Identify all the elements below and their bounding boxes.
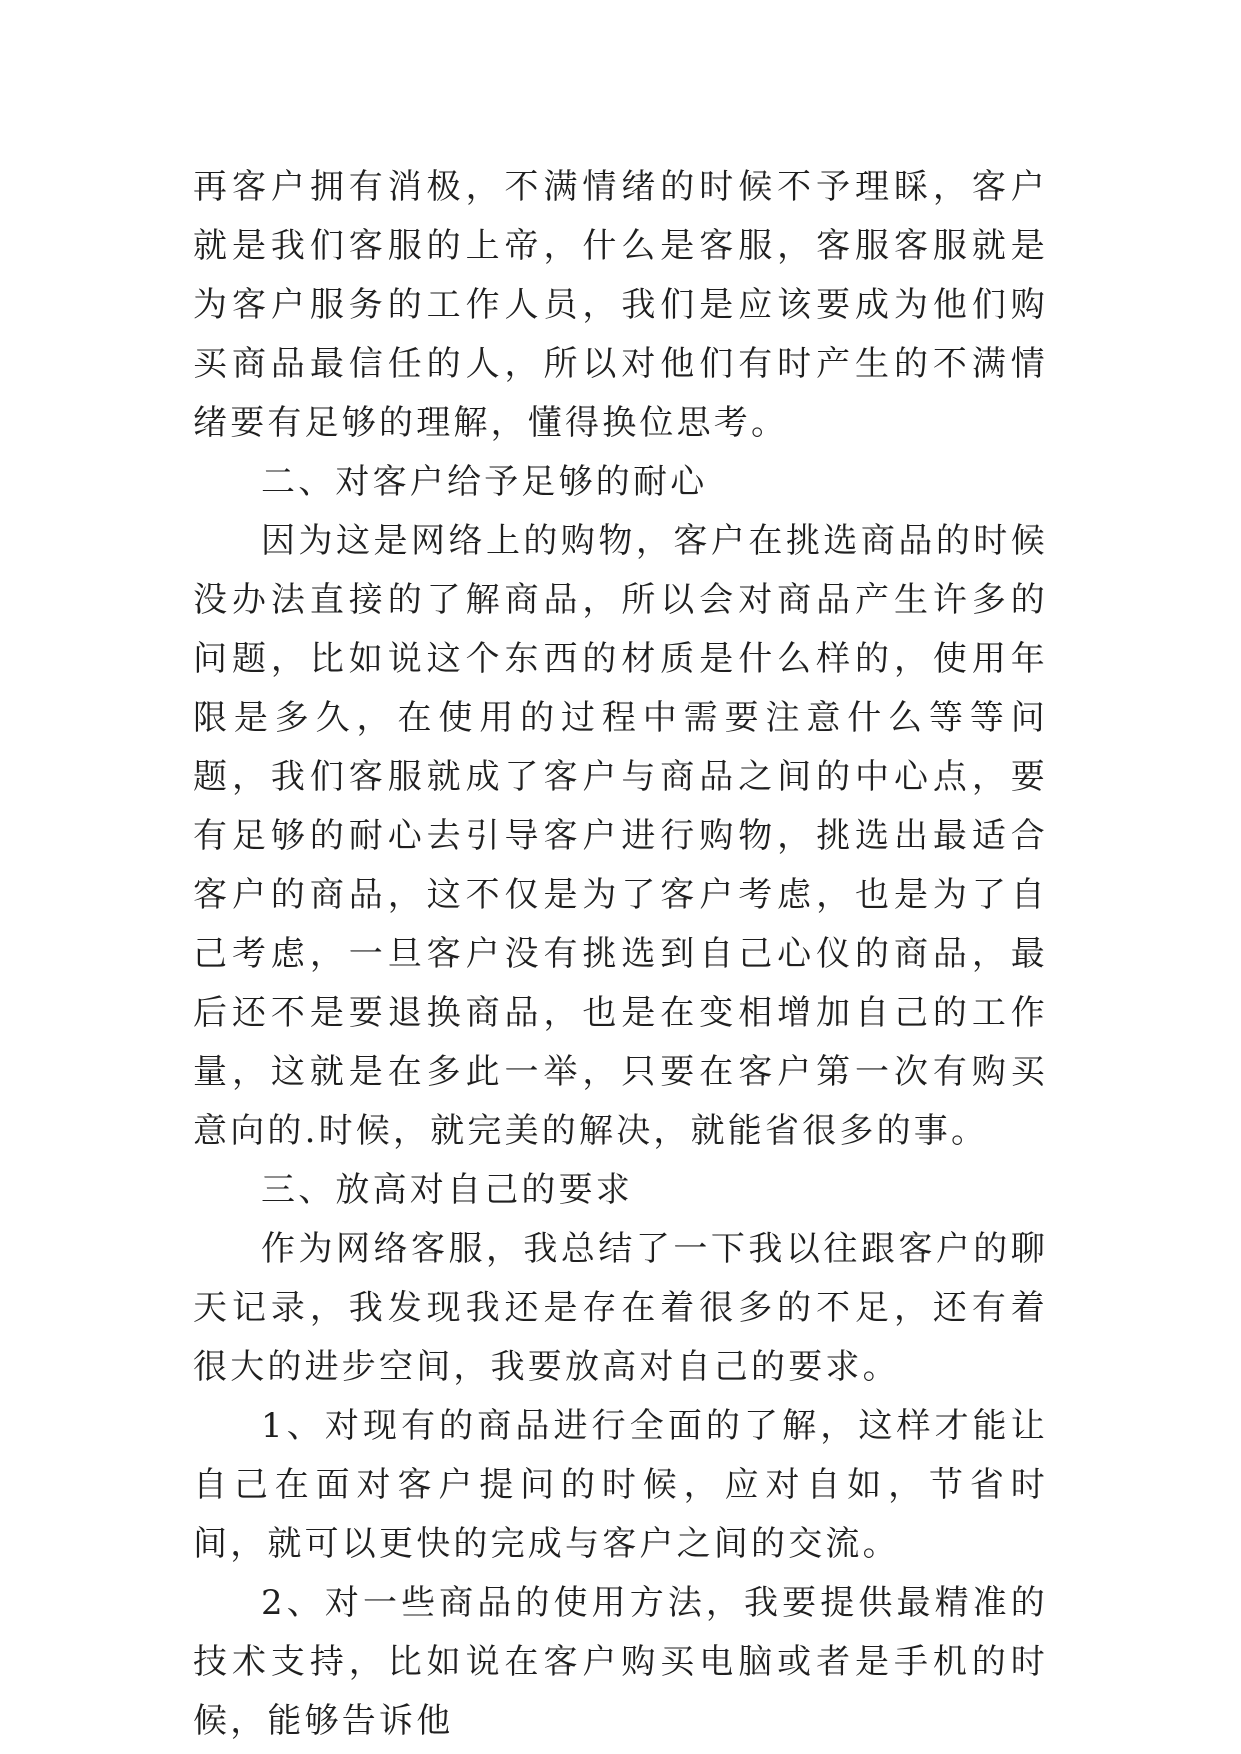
paragraph-continuation: 再客户拥有消极，不满情绪的时候不予理睬，客户就是我们客服的上帝，什么是客服，客服客服就是为客户服务的工作人员，我们是应该要成为他们购买商品最信任的人，所以对他们有时产生的不满情绪要有足够的理解，懂得换位思考。 <box>193 167 1048 443</box>
list-item-2: 2、对一些商品的使用方法，我要提供最精准的技术支持，比如说在客户购买电脑或者是手机的时候，能够告诉他 <box>193 1583 1048 1741</box>
paragraph-self-requirements: 作为网络客服，我总结了一下我以往跟客户的聊天记录，我发现我还是存在着很多的不足，还有着很大的进步空间，我要放高对自己的要求。 <box>193 1229 1048 1387</box>
document-body <box>193 158 1048 1751</box>
section-heading-2: 二、对客户给予足够的耐心 <box>261 462 708 502</box>
section-heading-3: 三、放高对自己的要求 <box>261 1170 633 1210</box>
paragraph-patience: 因为这是网络上的购物，客户在挑选商品的时候没办法直接的了解商品，所以会对商品产生许多的问题，比如说这个东西的材质是什么样的，使用年限是多久，在使用的过程中需要注意什么等等问题，我们客服就成了客户与商品之间的中心点，要有足够的耐心去引导客户进行购物，挑选出最适合客户的商品，这不仅是为了客户考虑，也是为了自己考虑，一旦客户没有挑选到自己心仪的商品，最后还不是要退换商品，也是在变相增加自己的工作量，这就是在多此一举，只要在客户第一次有购买意向的.时候，就完美的解决，就能省很多的事。 <box>193 521 1048 1151</box>
list-item-1: 1、对现有的商品进行全面的了解，这样才能让自己在面对客户提问的时候，应对自如，节省时间，就可以更快的完成与客户之间的交流。 <box>193 1406 1048 1564</box>
